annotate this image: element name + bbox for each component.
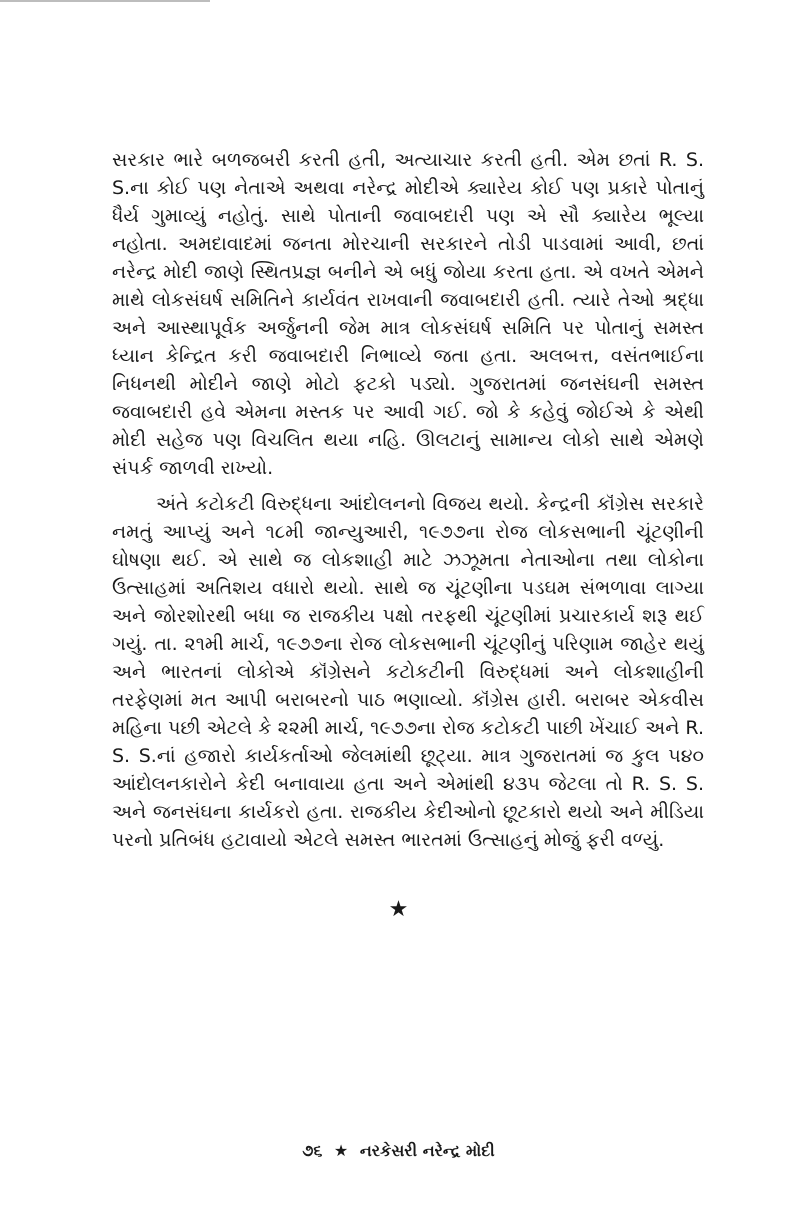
top-rule: [0, 0, 210, 2]
page-number: ૭૬: [302, 1141, 323, 1160]
page-body: [112, 146, 704, 854]
running-title: નરકેસરી નરેન્દ્ર મોદી: [359, 1141, 495, 1160]
page-footer: [0, 1140, 797, 1162]
paragraph-1: સરકાર ભારે બળજબરી કરતી હતી, અત્યાચાર કરતી હતી. એમ છતાં R. S. S.ના કોઈ પણ નેતાએ અથવા નરેન્દ્ર મોદીએ ક્યારેય કોઈ પણ પ્રકારે પોતાનું ધૈર્ય ગુમાવ્યું નહોતું. સાથે પોતાની જવાબદારી પણ એ સૌ ક્યારેય ભૂલ્યા નહોતા. અમદાવાદમાં જનતા મોરચાની સરકારને તોડી પાડવામાં આવી, છતાં નરેન્દ્ર મોદી જાણે સ્થિતપ્રજ્ઞ બનીને એ બધું જોયા કરતા હતા. એ વખતે એમને માથે લોકસંઘર્ષ સમિતિને કાર્યવંત રાખવાની જવાબદારી હતી. ત્યારે તેઓ શ્રદ્ધા અને આસ્થાપૂર્વક અર્જુનની જેમ માત્ર લોકસંઘર્ષ સમિતિ પર પોતાનું સમસ્ત ધ્યાન કેન્દ્રિત કરી જવાબદારી નિભાવ્યે જતા હતા. અલબત્ત, વસંતભાઈના નિધનથી મોદીને જાણે મોટો ફટકો પડ્યો. ગુજરાતમાં જનસંઘની સમસ્ત જવાબદારી હવે એમના મસ્તક પર આવી ગઈ. જો કે કહેવું જોઈએ કે એથી મોદી સહેજ પણ વિચલિત થયા નહિ. ઊલટાનું સામાન્ય લોકો સાથે એમણે સંપર્ક જાળવી રાખ્યો.: [112, 149, 704, 479]
footer-star-icon: ★: [333, 1141, 349, 1160]
paragraph-2: અંતે કટોકટી વિરુદ્ધના આંદોલનનો વિજય થયો. કેન્દ્રની કૉંગ્રેસ સરકારે નમતું આપ્યું અને ૧૮મી જાન્યુઆરી, ૧૯૭૭ના રોજ લોકસભાની ચૂંટણીની ઘોષણા થઈ. એ સાથે જ લોકશાહી માટે ઝઝૂમતા નેતાઓના તથા લોકોના ઉત્સાહમાં અતિશય વધારો થયો. સાથે જ ચૂંટણીના પડઘમ સંભળાવા લાગ્યા અને જોરશોરથી બધા જ રાજકીય પક્ષો તરફથી ચૂંટણીમાં પ્રચારકાર્ય શરૂ થઈ ગયું. તા. ૨૧મી માર્ચ, ૧૯૭૭ના રોજ લોકસભાની ચૂંટણીનું પરિણામ જાહેર થયું અને ભારતનાં લોકોએ કૉંગ્રેસને કટોકટીની વિરુદ્ધમાં અને લોકશાહીની તરફેણમાં મત આપી બરાબરનો પાઠ ભણાવ્યો. કૉંગ્રેસ હારી. બરાબર એકવીસ મહિના પછી એટલે કે ૨૨મી માર્ચ, ૧૯૭૭ના રોજ કટોકટી પાછી ખેંચાઈ અને R. S. S.નાં હજારો કાર્યકર્તાઓ જેલમાંથી છૂટ્યા. માત્ર ગુજરાતમાં જ કુલ ૫૪૦ આંદોલનકારોને કેદી બનાવાયા હતા અને એમાંથી ૪૩૫ જેટલા તો R. S. S. અને જનસંઘના કાર્યકરો હતા. રાજકીય કેદીઓનો છૂટકારો થયો અને મીડિયા પરનો પ્રતિબંધ હટાવાયો એટલે સમસ્ત ભારતમાં ઉત્સાહનું મોજું ફરી વળ્યું.: [112, 493, 704, 851]
section-separator-star: ★: [388, 897, 409, 922]
